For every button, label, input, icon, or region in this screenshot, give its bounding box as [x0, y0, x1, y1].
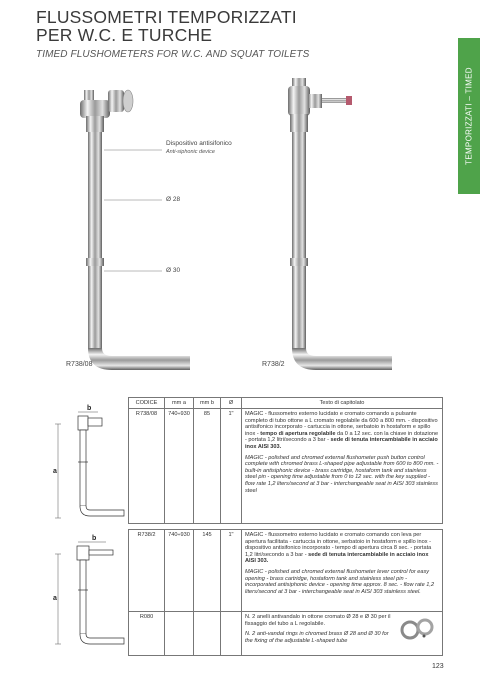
title-line-2: PER W.C. E TURCHE: [36, 25, 213, 45]
flushometer-r738-2-image: [288, 78, 392, 370]
diameter-28-label: Ø 28: [166, 196, 181, 203]
diameter-30-label: Ø 30: [166, 267, 181, 274]
dimension-a-label: a: [53, 595, 57, 602]
description-it-text: MAGIC - flussometro esterno lucidato e cromato comando a pulsante completo di tubo ottone a L cromato regolabile da 600 a 800 mm. - dispositivo antisifonico incorporato - cartuccia in ottone, serbatoio in hostaform e spillo inox -: [245, 411, 438, 437]
cell-description: [242, 409, 443, 524]
antisiphonic-label: Dispositivo antisifonico: [166, 140, 232, 147]
dimension-b-label: b: [92, 535, 97, 542]
flushometer-r738-08-image: [80, 90, 190, 370]
description-en: MAGIC - polished and chromed external flushometer push button control complete with chromed brass L-shaped pipe adjustable from 600 to 800 mm. - built-in antisiphonic device - brass cartridge, hostaform tank and stainless steel pin - opening time adjustable from 0 to 12 sec. with the key supplied - flow rate 1,2 liters/second at 3 bar - interchangeable seat in AISI 303 stainless steel: [245, 454, 439, 494]
technical-drawing-r738-2: [40, 528, 126, 650]
description-it-bold-2: sede di tenuta intercambiabile in acciaio inox AISI 303.: [245, 437, 438, 450]
page-subtitle: TIMED FLUSHOMETERS FOR W.C. AND SQUAT TOILETS: [36, 49, 310, 60]
technical-drawing-r738-08: [40, 400, 126, 522]
cell-diameter: [221, 612, 242, 656]
product-photos: [70, 68, 400, 388]
section-tab-label: TEMPORIZZATI – TIMED: [464, 67, 474, 165]
header-code: CODICE: [129, 398, 165, 409]
product-code-left: R738/08: [66, 361, 93, 368]
cell-code: R080: [129, 612, 165, 656]
description-it-bold: sede di tenuta intercambiabile in acciaio inox AISI 303.: [245, 551, 429, 565]
cell-a: [165, 612, 194, 656]
cell-diameter: 1": [221, 409, 242, 524]
cell-a: 740÷930: [165, 409, 194, 524]
spec-table: [128, 397, 443, 656]
description-it: N. 2 anelli antivandalo in ottone cromato Ø 28 e Ø 30 per il fissaggio del tubo a L regolabile.: [245, 614, 391, 627]
product-code-right: R738/2: [262, 361, 285, 368]
cell-b: 85: [194, 409, 221, 524]
description-en: N. 2 anti-vandal rings in chromed brass Ø 28 and Ø 30 for the fixing of the adjustable L-shaped tube: [245, 631, 389, 644]
cell-description: [242, 530, 443, 612]
cell-a: 740÷930: [165, 530, 194, 612]
cell-code: R738/08: [129, 409, 165, 524]
header-diameter: Ø: [221, 398, 242, 409]
cell-b: 145: [194, 530, 221, 612]
table-row: [129, 530, 443, 612]
cell-b: [194, 612, 221, 656]
description-it-text: MAGIC - flussometro esterno lucidato e cromato comando con leva per apertura facilitata - cartuccia in ottone, serbatoio in hostaform e spillo inox - dispositivo antisifonico incorporato - tempo di apertura circa 8 sec. - portata 1,2 litri/secondo a 3 bar -: [245, 532, 432, 558]
page-title: [36, 8, 297, 44]
header-b: mm b: [194, 398, 221, 409]
description-it: [245, 411, 439, 451]
anti-vandal-rings-image: [400, 618, 436, 640]
table-row: [129, 409, 443, 524]
description-it-text-2: da 0 a 12 sec. con la chiave in dotazione - portata 1,2 litri/secondo a 3 bar -: [245, 430, 439, 444]
description-en: MAGIC - polished and chromed external flushometer lever control for easy opening - brass cartridge, hostaform tank and stainless steel pin - incorporated antisiphonic device - opening time approx. 8 sec. - flow rate 1,2 liters/second at 3 bar - interchangeable seat in AISI 303 stainless steel.: [245, 568, 435, 595]
page-number: 123: [432, 663, 444, 670]
dimension-b-label: b: [87, 405, 92, 412]
description-it: [245, 532, 439, 565]
cell-description: [242, 612, 443, 656]
dimension-a-label: a: [53, 468, 57, 475]
table-row: [129, 612, 443, 656]
cell-diameter: 1": [221, 530, 242, 612]
title-line-1: FLUSSOMETRI TEMPORIZZATI: [36, 7, 297, 27]
header-text: Testo di capitolato: [242, 398, 443, 409]
antisiphonic-label-en: Anti-siphonic device: [166, 149, 215, 155]
section-tab: [458, 38, 480, 194]
header-a: mm a: [165, 398, 194, 409]
description-it-bold: tempo di apertura regolabile: [260, 430, 336, 437]
cell-code: R738/2: [129, 530, 165, 612]
